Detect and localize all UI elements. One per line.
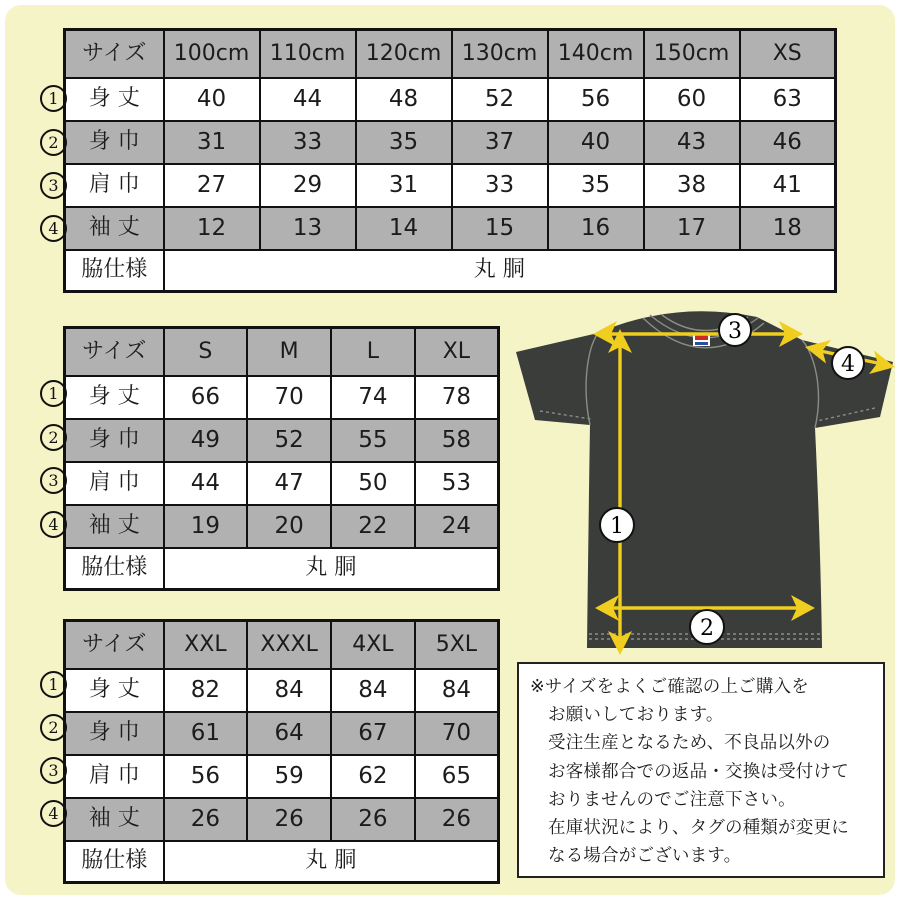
size-value: 78 [415, 376, 499, 419]
table-footer-row [65, 250, 836, 292]
size-value: 60 [644, 78, 740, 121]
notice-line: なる場合がございます。 [548, 846, 742, 867]
badge-label-4: 4 [841, 352, 855, 377]
table-row [65, 207, 836, 250]
badge-label-3: 3 [728, 319, 742, 344]
size-col-header: 120cm [356, 30, 452, 78]
side-spec-value: 丸 胴 [164, 841, 499, 883]
size-value: 49 [164, 419, 248, 462]
table-footer-row [65, 841, 499, 883]
size-value: 70 [247, 376, 331, 419]
notice-line: 受注生産となるため、不良品以外の [548, 733, 831, 754]
table-header-row [65, 328, 499, 376]
badge-label-1: 1 [610, 514, 624, 539]
size-value: 48 [356, 78, 452, 121]
row-number-4-plus: 4 [40, 800, 67, 827]
size-value: 53 [415, 462, 499, 505]
size-value: 52 [452, 78, 548, 121]
table-row [65, 462, 499, 505]
size-value: 37 [452, 121, 548, 164]
size-value: 40 [548, 121, 644, 164]
size-value: 67 [331, 712, 415, 755]
row-number-2-kids: 2 [40, 129, 67, 156]
side-spec-label: 脇仕様 [65, 250, 164, 292]
size-value: 56 [548, 78, 644, 121]
row-number-3-plus: 3 [40, 757, 67, 784]
badge-label-2: 2 [700, 616, 714, 641]
size-value: 70 [415, 712, 499, 755]
size-col-header: 5XL [415, 621, 499, 669]
measure-label: 肩 巾 [65, 462, 164, 505]
measure-label: 肩 巾 [65, 164, 164, 207]
size-col-header: 100cm [164, 30, 260, 78]
row-number-2-adult: 2 [40, 424, 67, 451]
size-value: 44 [164, 462, 248, 505]
size-value: 26 [247, 798, 331, 841]
tshirt-measure-diagram [505, 305, 900, 665]
row-number-3-adult: 3 [40, 467, 67, 494]
measure-label: 身 丈 [65, 669, 164, 712]
size-value: 84 [247, 669, 331, 712]
size-value: 20 [247, 505, 331, 548]
measure-label: 袖 丈 [65, 798, 164, 841]
notice-line: おりませんのでご注意下さい。 [548, 789, 796, 810]
measure-label: 袖 丈 [65, 207, 164, 250]
size-value: 19 [164, 505, 248, 548]
measure-label: 肩 巾 [65, 755, 164, 798]
side-spec-value: 丸 胴 [164, 250, 836, 292]
size-value: 35 [548, 164, 644, 207]
size-col-header: 140cm [548, 30, 644, 78]
measure-label: 身 巾 [65, 121, 164, 164]
size-col-header: 110cm [260, 30, 356, 78]
size-table-adult [63, 326, 500, 591]
size-value: 43 [644, 121, 740, 164]
size-value: 55 [331, 419, 415, 462]
table-row [65, 798, 499, 841]
notice-line: 在庫状況により、タグの種類が変更に [548, 818, 849, 839]
purchase-notice-box [517, 662, 885, 878]
size-value: 24 [415, 505, 499, 548]
size-col-header: XS [740, 30, 836, 78]
notice-line: ※サイズをよくご確認の上ご購入を [530, 677, 809, 697]
table-row [65, 78, 836, 121]
size-value: 65 [415, 755, 499, 798]
size-value: 47 [247, 462, 331, 505]
size-col-header: S [164, 328, 248, 376]
size-value: 46 [740, 121, 836, 164]
size-value: 63 [740, 78, 836, 121]
measure-label: 身 巾 [65, 419, 164, 462]
row-number-1-plus: 1 [40, 671, 67, 698]
size-value: 52 [247, 419, 331, 462]
size-value: 29 [260, 164, 356, 207]
size-value: 26 [415, 798, 499, 841]
measure-label: 袖 丈 [65, 505, 164, 548]
size-value: 16 [548, 207, 644, 250]
size-value: 59 [247, 755, 331, 798]
table-row [65, 164, 836, 207]
notice-line: お願いしております。 [548, 705, 724, 726]
table-row [65, 755, 499, 798]
size-value: 74 [331, 376, 415, 419]
size-table-plus [63, 619, 500, 884]
row-number-4-adult: 4 [40, 511, 67, 538]
size-value: 44 [260, 78, 356, 121]
row-number-3-kids: 3 [40, 172, 67, 199]
size-value: 38 [644, 164, 740, 207]
size-value: 27 [164, 164, 260, 207]
row-number-1-adult: 1 [40, 380, 67, 407]
row-number-2-plus: 2 [40, 714, 67, 741]
measure-label: 身 巾 [65, 712, 164, 755]
size-value: 82 [164, 669, 248, 712]
size-value: 31 [164, 121, 260, 164]
size-header-cell: サイズ [65, 328, 164, 376]
size-value: 31 [356, 164, 452, 207]
size-value: 18 [740, 207, 836, 250]
table-row [65, 505, 499, 548]
tag-logo-blue [695, 342, 708, 345]
size-col-header: M [247, 328, 331, 376]
size-value: 40 [164, 78, 260, 121]
size-col-header: XXL [164, 621, 248, 669]
size-value: 12 [164, 207, 260, 250]
size-value: 56 [164, 755, 248, 798]
measure-label: 身 丈 [65, 376, 164, 419]
size-value: 35 [356, 121, 452, 164]
size-value: 17 [644, 207, 740, 250]
size-value: 26 [164, 798, 248, 841]
size-header-cell: サイズ [65, 30, 164, 78]
table-row [65, 121, 836, 164]
size-value: 26 [331, 798, 415, 841]
size-value: 41 [740, 164, 836, 207]
row-number-4-kids: 4 [40, 215, 67, 242]
size-value: 58 [415, 419, 499, 462]
table-row [65, 419, 499, 462]
size-value: 50 [331, 462, 415, 505]
size-value: 13 [260, 207, 356, 250]
table-row [65, 376, 499, 419]
size-value: 62 [331, 755, 415, 798]
size-value: 15 [452, 207, 548, 250]
size-value: 84 [331, 669, 415, 712]
size-col-header: XL [415, 328, 499, 376]
table-header-row [65, 30, 836, 78]
size-value: 22 [331, 505, 415, 548]
table-row [65, 669, 499, 712]
size-value: 64 [247, 712, 331, 755]
size-value: 61 [164, 712, 248, 755]
side-spec-value: 丸 胴 [164, 548, 499, 590]
table-footer-row [65, 548, 499, 590]
size-col-header: 4XL [331, 621, 415, 669]
size-table-kids [63, 28, 837, 293]
notice-line: お客様都合での返品・交換は受付けて [548, 761, 849, 782]
size-col-header: L [331, 328, 415, 376]
table-row [65, 712, 499, 755]
size-value: 33 [260, 121, 356, 164]
size-col-header: XXXL [247, 621, 331, 669]
side-spec-label: 脇仕様 [65, 841, 164, 883]
size-value: 84 [415, 669, 499, 712]
size-value: 66 [164, 376, 248, 419]
size-header-cell: サイズ [65, 621, 164, 669]
size-col-header: 150cm [644, 30, 740, 78]
side-spec-label: 脇仕様 [65, 548, 164, 590]
table-header-row [65, 621, 499, 669]
tag-logo-red [695, 335, 708, 340]
row-number-1-kids: 1 [40, 85, 67, 112]
size-value: 33 [452, 164, 548, 207]
size-col-header: 130cm [452, 30, 548, 78]
size-value: 14 [356, 207, 452, 250]
measure-label: 身 丈 [65, 78, 164, 121]
